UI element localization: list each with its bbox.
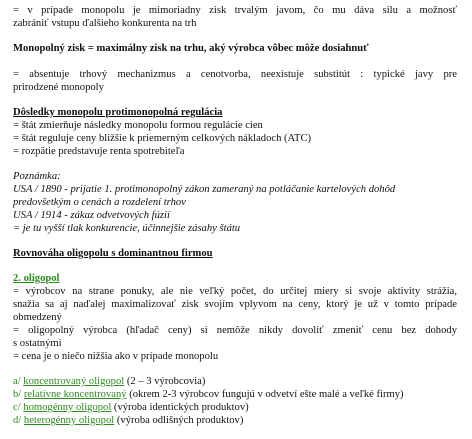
typ-term: homogénny oligopol [23,402,112,413]
typ-prefix: c/ [13,402,24,413]
typ-rest: (výroba identických produktov) [111,402,249,413]
typ-rest: (okrem 2-3 výrobcov fungujú v odvetví ešte malé a veľké firmy) [126,389,404,400]
typ-prefix: b/ [13,389,24,400]
poznamka-line-3: USA / 1914 - zákaz odvetvových fúzií [13,210,170,221]
oligopol-line-2: snažia sa aj naďalej maximalizovať zisk svojím vplyvom na ceny, ktorý je už v tomto prípade [13,299,457,310]
oligopol-line-1: = výrobcov na strane ponuky, ale nie veľký počet, do určitej miery si svoje aktivity strážia, [13,286,457,297]
poznamka-heading: Poznámka: [13,171,61,182]
typ-item [13,414,243,427]
oligopol-line-5: s ostatnými [13,338,62,349]
typ-prefix: a/ [13,376,24,387]
poznamka-line-4: = je tu vyšší tlak konkurencie, účinnejšie zásahy štátu [13,223,241,234]
oligopol-line-4: = oligopolný výrobca (hľadač ceny) si nemôže nikdy dovoliť zmeniť cenu bez dohody [13,325,457,336]
dosledky-item: = štát zmierňuje následky monopolu formou regulácie cien [13,120,263,131]
typ-item [13,375,205,388]
typ-term: heterogénny oligopol [23,415,115,426]
zisk-line-1: = absentuje trhový mechanizmus a cenotvorba, neexistuje substitút : typické javy pre [13,69,457,80]
dosledky-heading: Dôsledky monopolu protimonopolná regulácia [13,107,223,118]
typ-term: koncentrovaný oligopol [23,376,125,387]
typ-item [13,388,404,401]
poznamka-line-1: USA / 1890 - prijatie 1. protimonopolný zákon zameraný na potláčanie kartelových dohôd [13,184,396,195]
intro-line-1: = v prípade monopolu je mimoriadny zisk trvalým javom, čo mu dáva silu a možnosť [13,5,457,16]
typ-rest: (2 – 3 výrobcovia) [124,376,206,387]
typ-prefix: d/ [13,415,24,426]
oligopol-heading: 2. oligopol [13,273,60,284]
typ-rest: (výroba odlišných produktov) [114,415,244,426]
oligopol-line-3: obmedzený [13,312,62,323]
dosledky-item: = rozpätie predstavuje renta spotrebiteľa [13,146,185,157]
typ-item [13,401,249,414]
rovnovaha-heading: Rovnováha oligopolu s dominantnou firmou [13,248,213,259]
typ-term: relatívne koncentrovaný [23,389,127,400]
poznamka-line-2: predovšetkým o cenách a rozdelení trhov [13,197,186,208]
monopolny-zisk-heading: Monopolný zisk = maximálny zisk na trhu, aký výrobca vôbec môže dosiahnuť [13,43,369,54]
dosledky-item: = štát reguluje ceny bližšie k priemerným celkových nákladoch (ATC) [13,133,312,144]
intro-line-2: zabrániť vstupu ďalšieho konkurenta na trh [13,18,197,29]
oligopol-line-6: = cena je o niečo nižšia ako v prípade monopolu [13,351,219,362]
zisk-line-2: prirodzené monopoly [13,82,104,93]
